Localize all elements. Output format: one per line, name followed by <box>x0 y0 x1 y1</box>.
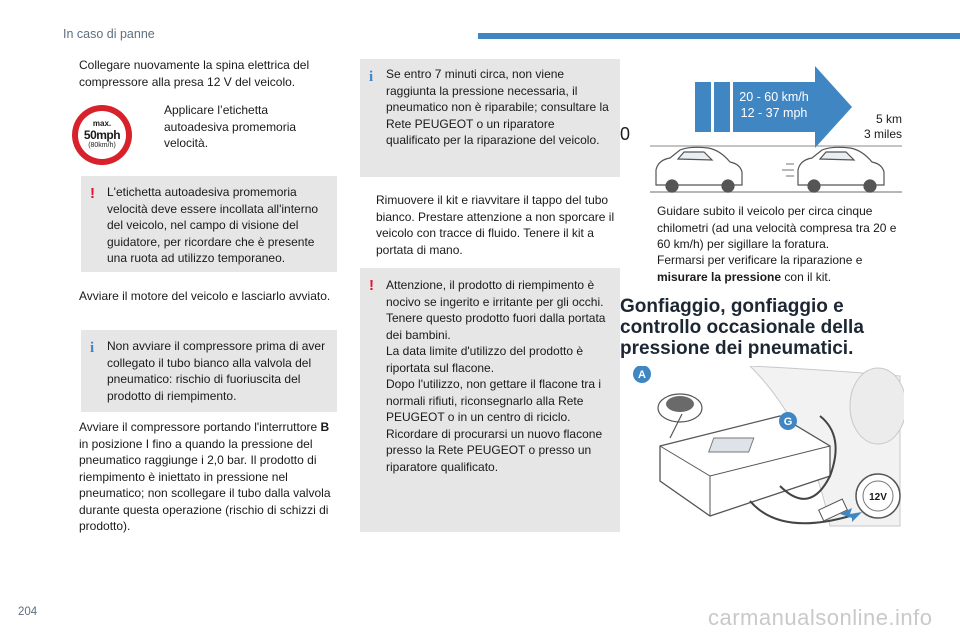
info-icon: i <box>369 69 374 85</box>
warning-icon: ! <box>90 185 95 202</box>
arrow-stripe-1 <box>695 82 711 132</box>
info-icon: i <box>90 340 95 356</box>
speed-limit-sticker-icon <box>72 105 132 165</box>
bullet-remove-kit: Rimuovere il kit e riavvitare il tappo del tubo bianco. Prestare attenzione a non sporcare il veicolo con tracce di fluido. Tenere il kit a portata di mano. <box>360 192 622 258</box>
section-title-inflation: Gonfiaggio, gonfiaggio e controllo occasionale della pressione dei pneumatici. <box>620 296 864 359</box>
page-header-title: In caso di panne <box>63 27 155 41</box>
speed-sign-mph: 50mph <box>83 128 121 142</box>
label-12v: 12V <box>869 492 887 503</box>
measure-pressure-bold: misurare la pressione <box>657 269 782 284</box>
page-number: 204 <box>18 606 38 618</box>
arrow-stripe-2 <box>714 82 730 132</box>
compressor-icon <box>660 416 830 516</box>
car-icon <box>782 147 884 192</box>
distance-km-label: 5 km <box>875 112 902 126</box>
bullet-mark <box>63 419 79 535</box>
compressor-kit-illustration <box>630 366 904 538</box>
speed-sign-max: max. <box>92 119 112 128</box>
bullet-mark <box>360 192 376 258</box>
watermark: carmanualsonline.info <box>708 605 933 630</box>
power-socket-12v-icon <box>856 474 900 518</box>
bullet-mark <box>641 203 657 253</box>
bullet-drive-immediately: Guidare subito il veicolo per circa cinque chilometri (ad una velocità compresa tra 20 e 60 km/h) per sigillare la foratura. <box>641 203 906 253</box>
warning-note-product: ! Attenzione, il prodotto di riempimento è nocivo se ingerito e irritante per gli occhi. Tenere questo prodotto fuori dalla portata dei bambini. La data limite d'utilizzo del prodotto è riportata sul flacone. Dopo l'utilizzo, non gettare il flacone tra i normali rifiuti, riconsegnarlo alla Rete PEUGEOT o in un centro di riciclo. Ricordare di procurarsi un nuovo flacone presso la Rete PEUGEOT o presso un riparatore qualificato. <box>360 268 620 532</box>
speed-mph-label: 12 - 37 mph <box>740 106 808 120</box>
bullet-mark <box>148 102 164 152</box>
label-g: G <box>783 416 793 428</box>
car-icon <box>656 147 742 192</box>
info-note-compressor: i Non avviare il compressore prima di aver collegato il tubo bianco alla valvola del pneumatico: rischio di fuoriuscita del prodotto di riempimento. <box>81 330 337 412</box>
bullet-mark <box>63 288 79 305</box>
speed-sign-kmh: (80km/h) <box>88 142 116 149</box>
bullet-start-engine: Avviare il motore del veicolo e lasciarlo avviato. <box>63 288 338 305</box>
info-note-pressure-time: i Se entro 7 minuti circa, non viene raggiunta la pressione necessaria, il pneumatico non è riparabile; consultare la Rete PEUGEOT o un riparatore qualificato per la riparazione del veicolo. <box>360 59 620 177</box>
distance-start-label: 0 <box>620 124 631 144</box>
switch-label-b: B <box>320 420 330 434</box>
speed-kmh-label: 20 - 60 km/h <box>739 90 809 104</box>
drive-speed-diagram <box>620 60 910 200</box>
distance-miles-label: 3 miles <box>863 127 902 141</box>
bullet-apply-sticker: Applicare l’etichetta autoadesiva promemoria velocità. <box>148 102 318 152</box>
bullet-mark <box>641 252 657 285</box>
warning-note-sticker: ! L'etichetta autoadesiva promemoria velocità deve essere incollata all'interno del veicolo, nel campo di visione del guidatore, per ricordare che è presente una ruota ad utilizzo temporaneo. <box>81 176 337 272</box>
header-accent-bar <box>478 33 960 39</box>
label-a: A <box>638 369 646 381</box>
bullet-start-compressor: Avviare il compressore portando l'interruttore B in posizione I fino a quando la pressione del pneumatico raggiunge i 2,0 bar. Il prodotto di riempimento è iniettato in pressione nel pneumatico; non scollegare il tubo dalla valvola durante questa operazione (rischio di schizzi di prodotto). <box>63 419 338 535</box>
bullet-reconnect-plug: Collegare nuovamente la spina elettrica del compressore alla presa 12 V del veicolo. <box>63 57 338 90</box>
valve-cap-icon <box>658 394 702 438</box>
warning-icon: ! <box>369 277 374 294</box>
bullet-stop-check: Fermarsi per verificare la riparazione e misurare la pressione con il kit. <box>641 252 906 285</box>
bullet-mark <box>63 57 79 90</box>
